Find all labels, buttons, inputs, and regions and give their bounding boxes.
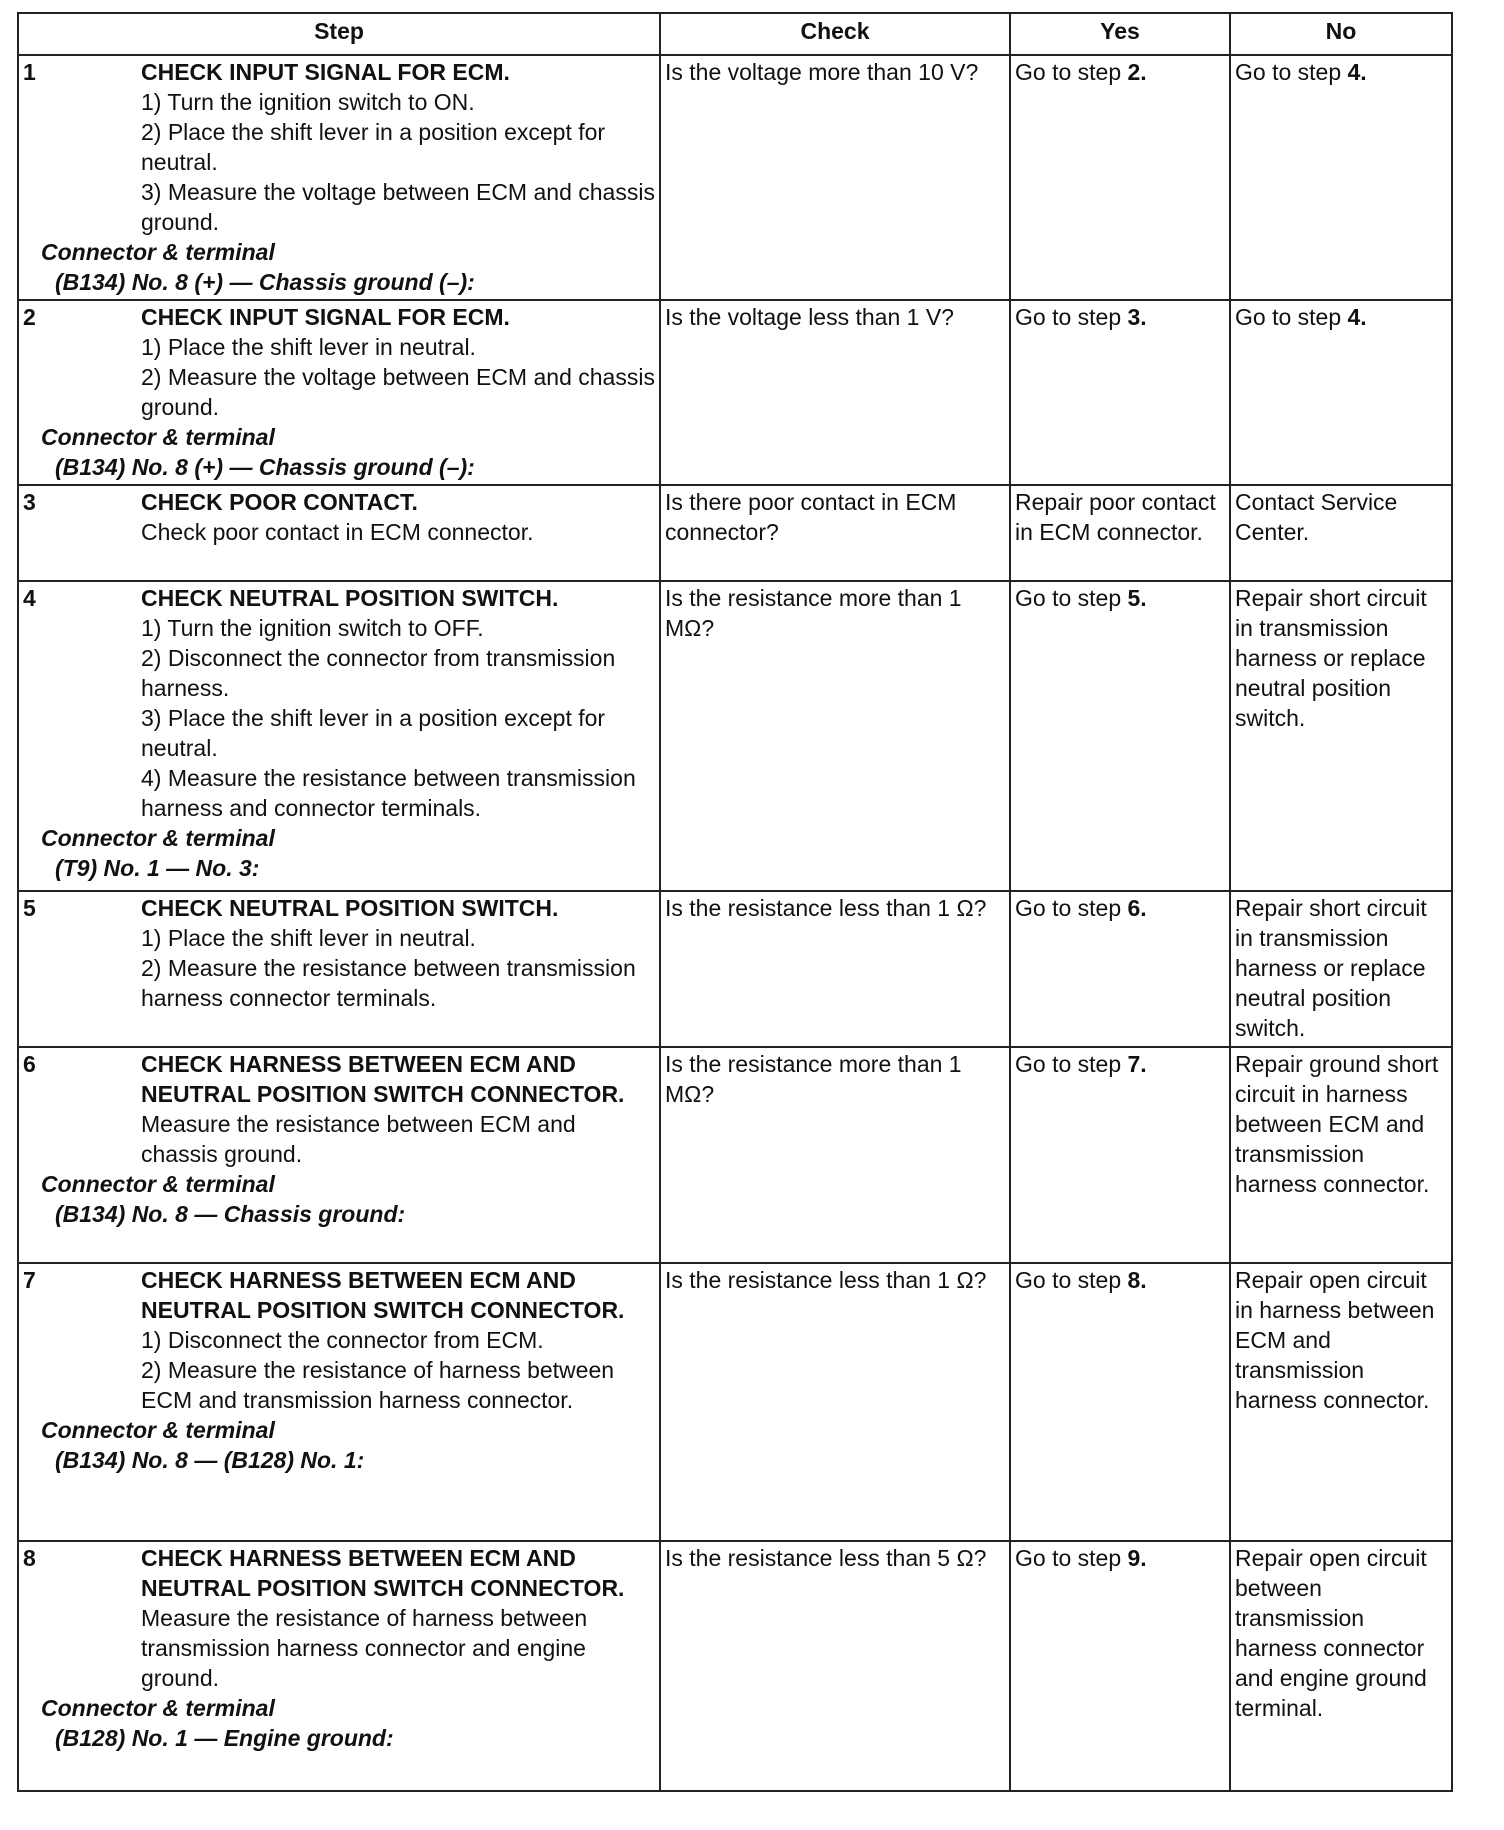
table-row [18, 485, 1452, 581]
check-cell: Is the resistance less than 1 Ω? [660, 891, 1010, 1047]
check-cell: Is the resistance less than 5 Ω? [660, 1541, 1010, 1791]
check-cell: Is the voltage more than 10 V? [660, 55, 1010, 300]
step-title: CHECK HARNESS BETWEEN ECM AND NEUTRAL POSITION SWITCH CONNECTOR. [141, 1267, 625, 1323]
step-body [141, 1265, 655, 1415]
yes-step-ref: 8. [1127, 1267, 1147, 1293]
table-row [18, 1047, 1452, 1263]
check-cell: Is the resistance less than 1 Ω? [660, 1263, 1010, 1541]
step-instruction: 2) Measure the resistance between transmission harness connector terminals. [141, 955, 636, 1011]
step-body [141, 302, 655, 422]
header-no: No [1230, 13, 1452, 55]
no-text: Contact Service Center. [1235, 489, 1398, 545]
yes-cell [1010, 891, 1230, 1047]
step-instruction: 1) Turn the ignition switch to OFF. [141, 615, 484, 641]
connector-terminal-value: (B128) No. 1 — Engine ground: [55, 1725, 394, 1751]
step-instruction: 3) Place the shift lever in a position except for neutral. [141, 705, 606, 761]
no-text: Go to step [1235, 304, 1348, 330]
header-row [18, 13, 1452, 55]
yes-cell [1010, 485, 1230, 581]
connector-terminal-value: (B134) No. 8 (+) — Chassis ground (–): [55, 269, 475, 295]
table-row [18, 55, 1452, 300]
step-instruction: 2) Disconnect the connector from transmission harness. [141, 645, 616, 701]
step-cell [18, 300, 660, 485]
step-cell [18, 1263, 660, 1541]
connector-terminal-value: (B134) No. 8 — Chassis ground: [55, 1201, 406, 1227]
step-instruction: 1) Place the shift lever in neutral. [141, 334, 476, 360]
step-number: 3 [23, 489, 36, 515]
yes-text: Go to step [1015, 895, 1128, 921]
yes-step-ref: 7. [1127, 1051, 1147, 1077]
no-cell [1230, 1047, 1452, 1263]
diagnostic-table [17, 12, 1453, 1792]
check-cell: Is there poor contact in ECM connector? [660, 485, 1010, 581]
connector-terminal-value: (B134) No. 8 (+) — Chassis ground (–): [55, 454, 475, 480]
step-number: 6 [23, 1051, 36, 1077]
step-title: CHECK HARNESS BETWEEN ECM AND NEUTRAL POSITION SWITCH CONNECTOR. [141, 1051, 625, 1107]
connector-terminal-label: Connector & terminal [41, 1171, 275, 1197]
table-header [18, 13, 1452, 55]
yes-text: Repair poor contact in ECM connector. [1015, 489, 1216, 545]
no-text: Repair short circuit in transmission harness or replace neutral position switch. [1235, 895, 1427, 1041]
no-cell [1230, 1263, 1452, 1541]
header-step: Step [18, 13, 660, 55]
step-instruction: 4) Measure the resistance between transmission harness and connector terminals. [141, 765, 636, 821]
step-instruction: Check poor contact in ECM connector. [141, 519, 534, 545]
step-body [141, 893, 655, 1013]
step-cell [18, 485, 660, 581]
step-body [141, 583, 655, 823]
check-cell: Is the resistance more than 1 MΩ? [660, 581, 1010, 891]
step-instruction: 2) Measure the resistance of harness between ECM and transmission harness connector. [141, 1357, 615, 1413]
yes-step-ref: 5. [1127, 585, 1147, 611]
step-cell [18, 581, 660, 891]
step-instruction: 2) Place the shift lever in a position except for neutral. [141, 119, 606, 175]
no-cell [1230, 1541, 1452, 1791]
step-cell [18, 55, 660, 300]
yes-text: Go to step [1015, 304, 1128, 330]
step-number: 2 [23, 304, 36, 330]
no-cell [1230, 300, 1452, 485]
step-body [141, 1049, 655, 1169]
yes-cell [1010, 581, 1230, 891]
table-body [18, 55, 1452, 1791]
step-body [141, 57, 655, 237]
step-title: CHECK NEUTRAL POSITION SWITCH. [141, 585, 559, 611]
connector-terminal-label: Connector & terminal [41, 239, 275, 265]
step-title: CHECK NEUTRAL POSITION SWITCH. [141, 895, 559, 921]
no-cell [1230, 581, 1452, 891]
yes-step-ref: 6. [1127, 895, 1147, 921]
step-cell [18, 891, 660, 1047]
no-cell [1230, 55, 1452, 300]
step-instruction: Measure the resistance between ECM and chassis ground. [141, 1111, 576, 1167]
header-check: Check [660, 13, 1010, 55]
step-instruction: 1) Place the shift lever in neutral. [141, 925, 476, 951]
check-cell: Is the voltage less than 1 V? [660, 300, 1010, 485]
yes-step-ref: 3. [1127, 304, 1147, 330]
step-cell [18, 1541, 660, 1791]
step-instruction: 3) Measure the voltage between ECM and chassis ground. [141, 179, 655, 235]
step-title: CHECK HARNESS BETWEEN ECM AND NEUTRAL POSITION SWITCH CONNECTOR. [141, 1545, 625, 1601]
yes-cell [1010, 1263, 1230, 1541]
no-cell [1230, 485, 1452, 581]
no-step-ref: 4. [1347, 59, 1367, 85]
step-instruction: 1) Disconnect the connector from ECM. [141, 1327, 544, 1353]
yes-cell [1010, 1047, 1230, 1263]
step-cell [18, 1047, 660, 1263]
yes-step-ref: 9. [1127, 1545, 1147, 1571]
yes-step-ref: 2. [1127, 59, 1147, 85]
table-row [18, 300, 1452, 485]
step-instruction: 2) Measure the voltage between ECM and chassis ground. [141, 364, 655, 420]
step-title: CHECK POOR CONTACT. [141, 489, 418, 515]
connector-terminal-label: Connector & terminal [41, 825, 275, 851]
table-row [18, 1263, 1452, 1541]
no-text: Repair short circuit in transmission harness or replace neutral position switch. [1235, 585, 1427, 731]
table-row [18, 581, 1452, 891]
connector-terminal-value: (T9) No. 1 — No. 3: [55, 855, 260, 881]
step-number: 4 [23, 585, 36, 611]
yes-text: Go to step [1015, 585, 1128, 611]
step-number: 7 [23, 1267, 36, 1293]
yes-text: Go to step [1015, 59, 1128, 85]
table-row [18, 891, 1452, 1047]
step-title: CHECK INPUT SIGNAL FOR ECM. [141, 59, 510, 85]
no-cell [1230, 891, 1452, 1047]
connector-terminal-label: Connector & terminal [41, 424, 275, 450]
check-cell: Is the resistance more than 1 MΩ? [660, 1047, 1010, 1263]
yes-text: Go to step [1015, 1267, 1128, 1293]
yes-cell [1010, 55, 1230, 300]
step-number: 5 [23, 895, 36, 921]
step-number: 8 [23, 1545, 36, 1571]
yes-cell [1010, 1541, 1230, 1791]
step-body [141, 1543, 655, 1693]
connector-terminal-value: (B134) No. 8 — (B128) No. 1: [55, 1447, 365, 1473]
step-instruction: Measure the resistance of harness between transmission harness connector and engine ground. [141, 1605, 588, 1691]
connector-terminal-label: Connector & terminal [41, 1695, 275, 1721]
no-step-ref: 4. [1347, 304, 1367, 330]
no-text: Go to step [1235, 59, 1348, 85]
step-instruction: 1) Turn the ignition switch to ON. [141, 89, 475, 115]
step-title: CHECK INPUT SIGNAL FOR ECM. [141, 304, 510, 330]
step-number: 1 [23, 59, 36, 85]
table-row [18, 1541, 1452, 1791]
header-yes: Yes [1010, 13, 1230, 55]
connector-terminal-label: Connector & terminal [41, 1417, 275, 1443]
yes-text: Go to step [1015, 1051, 1128, 1077]
no-text: Repair open circuit in harness between ECM and transmission harness connector. [1235, 1267, 1435, 1413]
step-body [141, 487, 655, 547]
no-text: Repair ground short circuit in harness between ECM and transmission harness connector. [1235, 1051, 1439, 1197]
no-text: Repair open circuit between transmission harness connector and engine ground terminal. [1235, 1545, 1427, 1721]
yes-cell [1010, 300, 1230, 485]
yes-text: Go to step [1015, 1545, 1128, 1571]
